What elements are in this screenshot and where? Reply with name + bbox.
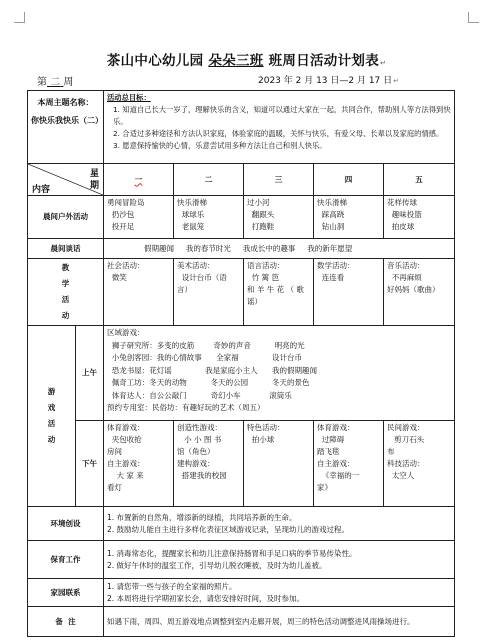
day-thu: 四 — [314, 164, 384, 196]
outdoor-row — [28, 196, 455, 239]
day-wed: 三 — [244, 164, 314, 196]
talk-item: 我成长中的趣事 — [242, 243, 296, 253]
care-row — [28, 541, 455, 579]
talk-item: 我的新年愿望 — [307, 243, 353, 253]
week-number: 第 二 周 — [37, 77, 74, 88]
environment-item: 1. 布置新的自然角，增添新的绿植，共同培养新的生命。 — [107, 512, 297, 522]
outdoor-cell-fri: 花样传球 趣味投篮 拍皮球 — [384, 196, 455, 239]
remarks-row — [28, 607, 455, 637]
home-item: 2. 本周将进行学期初家长会，请您安排好时间，及时参加。 — [107, 593, 305, 603]
margin-corner-mark — [14, 12, 25, 23]
teaching-label: 教 学 活 动 — [28, 259, 104, 326]
remarks-cell: 如遇下雨，周四、周五游戏地点调整到室内走廊开展，周三的特色活动调整进风雨操场进行。 — [104, 607, 455, 637]
week-content-header — [28, 164, 104, 196]
theme-name-cell — [28, 91, 104, 164]
weekday-header-row — [28, 164, 455, 196]
morning-talk-label: 晨间谈话 — [28, 239, 104, 259]
talk-item: 我的春节时光 — [185, 243, 231, 253]
game-pm-cell-fri: 民间游戏： 剪刀石头 布 科技活动： 太空人 — [384, 421, 455, 507]
outdoor-cell-tue: 快乐滑梯 球球乐 老鼠笼 — [174, 196, 244, 239]
goal-item: 2. 合适过多种途径和方法认识家庭，体验家庭的温暖，关怀与快乐，有爱父母、长辈以及家庭的情感。 — [113, 129, 444, 138]
teaching-cell-tue: 美术活动： 设计台币（语 言） — [174, 259, 244, 326]
game-am-row — [28, 326, 455, 421]
care-item: 1. 消毒常态化，提醒家长和幼儿注意保持肠胃和手足口病的季节易传染性。 — [107, 548, 357, 558]
game-pm-row — [28, 421, 455, 507]
day-fri: 五 — [384, 164, 455, 196]
teaching-cell-mon: 社会活动： 微笑 — [104, 259, 174, 326]
game-pm-cell-tue: 创造性游戏： 小 小 图 书 馆（角色） 建构游戏： 搭建我的校园 — [174, 421, 244, 507]
game-label: 游 戏 活 动 — [28, 326, 76, 507]
outdoor-cell-mon: 勇闯冒险岛 扔沙包 投开足 — [104, 196, 174, 239]
environment-row — [28, 507, 455, 541]
am-label: 上午 — [76, 326, 104, 421]
outdoor-cell-wed: 过小河 翻跟头 打跑鞋 — [244, 196, 314, 239]
game-pm-cell-mon: 体育游戏： 夹包收抢 房间 自主游戏： 大 家 来 看灯 — [104, 421, 174, 507]
home-label: 家园联系 — [28, 579, 104, 607]
care-label: 保育工作 — [28, 541, 104, 579]
theme-name: 你快乐我快乐（二） — [31, 116, 103, 125]
teaching-row — [28, 259, 455, 326]
home-row — [28, 579, 455, 607]
theme-goals-cell — [104, 91, 455, 164]
goal-item: 1. 知道自己长大一岁了，理解快乐的含义，知道可以通过大家在一起，共同合作，帮助别人等方法得到快乐。 — [113, 105, 451, 126]
theme-label: 本周主题名称： — [37, 98, 94, 107]
morning-talk-cell — [104, 239, 455, 259]
talk-item: 假期趣闻 — [144, 243, 174, 253]
date-range: 2023 年 2 月 13 日—2 月 17 日↵ — [258, 76, 400, 86]
content-label: 内容 — [32, 185, 51, 195]
teaching-cell-thu: 数学活动： 连连看 — [314, 259, 384, 326]
game-pm-cell-wed: 特色活动： 拍小球 — [244, 421, 314, 507]
week-label: 星期 — [90, 169, 100, 191]
environment-label: 环境创设 — [28, 507, 104, 541]
home-cell — [104, 579, 455, 607]
day-tue: 二 — [174, 164, 244, 196]
margin-corner-mark — [468, 12, 479, 23]
environment-item: 2. 鼓励幼儿能自主进行多样化表征区域游戏记录，呈现幼儿的游戏过程。 — [107, 524, 350, 534]
activity-plan-table — [27, 90, 455, 637]
theme-row — [28, 91, 455, 164]
game-pm-cell-thu: 体育游戏： 过障碍 踏飞毯 自主游戏： 《幸福的一 家》 — [314, 421, 384, 507]
game-am-cell: 区域游戏： 狮子研究所：多变的皮筋 奇妙的声音 明亮的光 小兔创客园：我的心情故事 全家福 设计台币 恐龙书屋：花灯谣 我是家庭小主人 我的假期趣闻 佩奇工坊：冬天的动物 冬天的公园 冬天的景色 体育达人：自公公敲门 奇幻小车 滚筒乐 预约专用室：民俗坊：有趣好玩的艺术（周五） — [104, 326, 455, 421]
outdoor-cell-thu: 快乐滑梯 踩高跷 钻山洞 — [314, 196, 384, 239]
morning-talk-row — [28, 239, 455, 259]
teaching-cell-wed: 语言活动： 竹 篱 笆 和 羊 牛 花 （ 歌 谣） — [244, 259, 314, 326]
goal-item: 3. 愿意保持愉快的心情，乐意尝试用多种方法让自己和别人快乐。 — [113, 141, 327, 150]
home-item: 1. 请您带一些与孩子的全家福的照片。 — [107, 581, 237, 591]
teaching-cell-fri: 音乐活动： 不再麻烦 好妈妈（歌曲） — [384, 259, 455, 326]
care-item: 2. 做好午休时的温室工作，引导幼儿脱衣睡被，及时为幼儿盖被。 — [107, 560, 327, 570]
remarks-label: 备 注 — [28, 607, 104, 637]
day-mon: 一 — [104, 164, 174, 196]
care-cell — [104, 541, 455, 579]
pm-label: 下午 — [76, 421, 104, 507]
environment-cell — [104, 507, 455, 541]
page-title: 茶山中心幼儿园 朵朵三班 班周日活动计划表↵ — [106, 53, 387, 69]
outdoor-label: 晨间户外活动 — [28, 196, 104, 239]
goal-title: 活动总目标： — [107, 93, 151, 102]
